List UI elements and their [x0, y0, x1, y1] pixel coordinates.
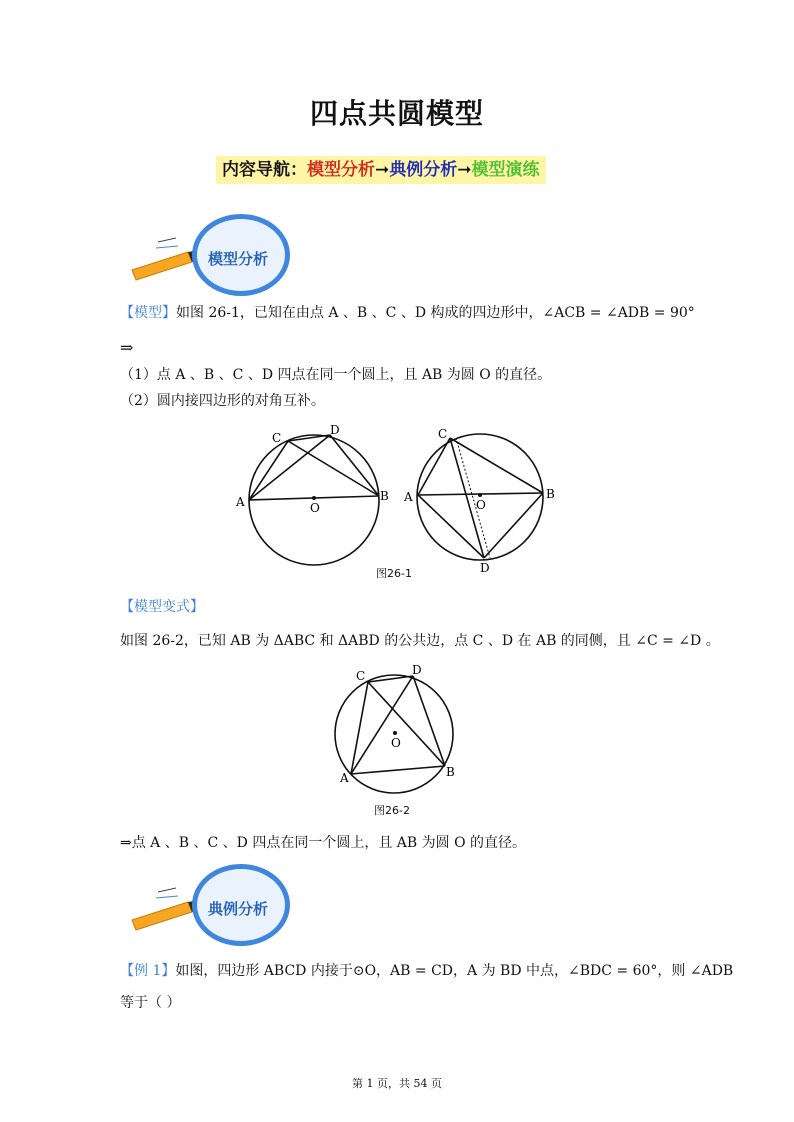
variant-tag: 【模型变式】	[120, 599, 204, 615]
model-point-1: （1）点 A 、B 、C 、D 四点在同一个圆上，且 AB 为圆 O 的直径。	[120, 367, 552, 383]
figure-26-1	[230, 420, 570, 585]
label-O: O	[476, 498, 486, 512]
label-B: B	[380, 489, 389, 503]
example-1	[120, 961, 733, 981]
label-D: D	[412, 663, 422, 677]
nav-item-model-analysis[interactable]: 模型分析	[307, 160, 375, 180]
model-intro-text: 如图 26-1，已知在由点 A 、B 、C 、D 构成的四边形中，∠ACB = ∠ADB = 90°	[176, 305, 695, 321]
variant-text: 如图 26-2，已知 AB 为 ΔABC 和 ΔABD 的公共边，点 C 、D 在 AB 的同侧，且 ∠C = ∠D 。	[120, 633, 720, 649]
model-tag: 【模型】	[120, 305, 176, 321]
implies-symbol: ⇒	[120, 338, 134, 357]
section-badge-example	[128, 862, 298, 952]
model-point-2: （2）圆内接四边形的对角互补。	[120, 393, 325, 409]
figure-26-2-caption: 图26-2	[374, 804, 410, 817]
variant-conclusion: ⇒点 A 、B 、C 、D 四点在同一个圆上，且 AB 为圆 O 的直径。	[120, 835, 526, 851]
figure-26-1-caption: 图26-1	[376, 567, 412, 580]
label-B: B	[546, 487, 555, 501]
nav-prefix: 内容导航：	[222, 160, 307, 180]
label-O: O	[391, 736, 401, 750]
label-O: O	[310, 501, 320, 515]
label-D: D	[480, 561, 490, 575]
label-C: C	[438, 427, 448, 441]
label-A: A	[404, 490, 413, 504]
nav-item-model-practice[interactable]: 模型演练	[471, 160, 540, 180]
label-D: D	[330, 423, 340, 437]
page-footer: 第 1 页，共 54 页	[352, 1077, 442, 1090]
label-B: B	[446, 765, 455, 779]
badge-label: 典例分析	[208, 900, 269, 918]
content-navigation	[216, 156, 546, 184]
example-tag: 【例 1】	[120, 963, 176, 979]
arrow-icon: ➞	[375, 160, 390, 180]
badge-label: 模型分析	[208, 250, 269, 268]
label-C: C	[272, 431, 282, 445]
label-A: A	[236, 495, 245, 509]
example-1-text-2: 等于（ ）	[120, 995, 181, 1011]
label-C: C	[356, 669, 366, 683]
nav-item-example-analysis[interactable]: 典例分析	[389, 160, 458, 180]
arrow-icon: ➞	[457, 160, 472, 180]
example-1-text: 如图，四边形 ABCD 内接于⊙O，AB = CD，A 为 BD 中点，∠BDC = 60°，则 ∠ADB	[175, 963, 734, 979]
page-title: 四点共圆模型	[309, 97, 484, 130]
model-intro	[120, 303, 695, 323]
section-badge-analysis	[128, 212, 298, 302]
figure-26-2	[330, 660, 470, 800]
label-A: A	[340, 771, 349, 785]
